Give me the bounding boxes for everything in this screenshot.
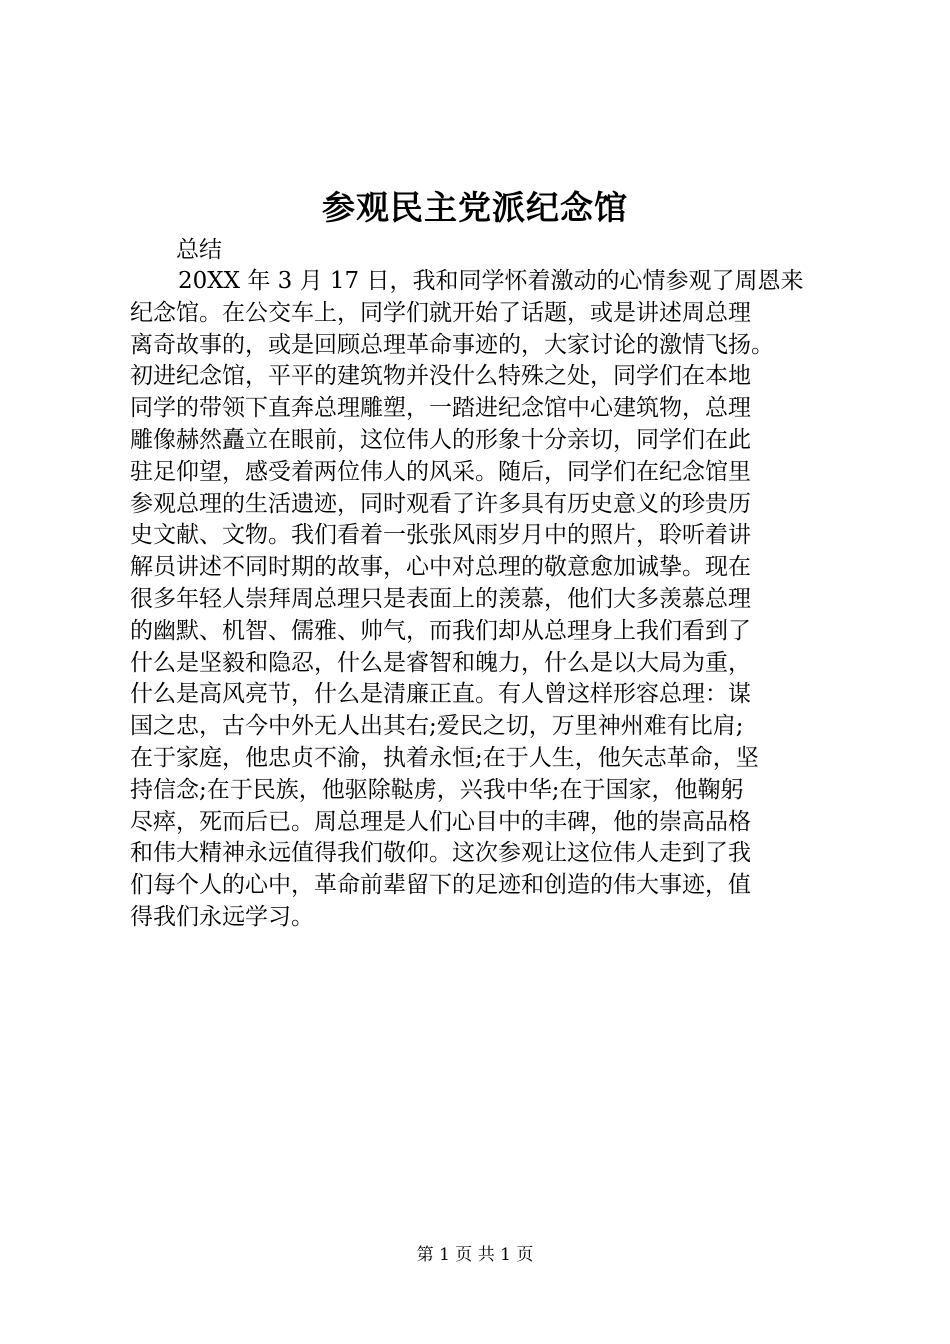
page-footer: 第 1 页 共 1 页 xyxy=(416,1245,534,1265)
body-line: 纪念馆。在公交车上，同学们就开始了话题，或是讲述周总理 xyxy=(130,299,751,326)
body-line: 持信念;在于民族，他驱除鞑虏，兴我中华;在于国家，他鞠躬 xyxy=(130,776,744,803)
body-line: 和伟大精神永远值得我们敬仰。这次参观让这位伟人走到了我 xyxy=(130,840,751,867)
document-title: 参观民主党派纪念馆 xyxy=(322,188,628,227)
body-line: 什么是坚毅和隐忍，什么是睿智和魄力，什么是以大局为重， xyxy=(130,649,751,676)
body-line: 史文献、文物。我们看着一张张风雨岁月中的照片，聆听着讲 xyxy=(130,522,751,549)
body-line: 得我们永远学习。 xyxy=(130,903,314,930)
body-line: 在于家庭，他忠贞不渝，执着永恒;在于人生，他矢志革命，坚 xyxy=(130,744,759,771)
body-line: 们每个人的心中，革命前辈留下的足迹和创造的伟大事迹，值 xyxy=(130,872,751,899)
body-line: 参观总理的生活遗迹，同时观看了许多具有历史意义的珍贵历 xyxy=(130,490,751,517)
body-line: 国之忠，古今中外无人出其右;爱民之切，万里神州难有比肩; xyxy=(130,713,744,740)
body-line: 尽瘁，死而后已。周总理是人们心目中的丰碑，他的崇高品格 xyxy=(130,808,751,835)
body-line: 初进纪念馆，平平的建筑物并没什么特殊之处，同学们在本地 xyxy=(130,363,751,390)
body-line: 离奇故事的，或是回顾总理革命事迹的，大家讨论的激情飞扬。 xyxy=(130,331,774,358)
body-line: 同学的带领下直奔总理雕塑，一踏进纪念馆中心建筑物，总理 xyxy=(130,395,751,422)
body-line: 很多年轻人崇拜周总理只是表面上的羡慕，他们大多羡慕总理 xyxy=(130,585,751,612)
body-line: 雕像赫然矗立在眼前，这位伟人的形象十分亲切，同学们在此 xyxy=(130,426,751,453)
body-line: 驻足仰望，感受着两位伟人的风采。随后，同学们在纪念馆里 xyxy=(130,458,751,485)
document-body xyxy=(130,266,836,934)
document-subheading: 总结 xyxy=(176,237,222,263)
body-line: 什么是高风亮节，什么是清廉正直。有人曾这样形容总理：谋 xyxy=(130,681,751,708)
body-line: 的幽默、机智、儒雅、帅气，而我们却从总理身上我们看到了 xyxy=(130,617,751,644)
body-line: 解员讲述不同时期的故事，心中对总理的敬意愈加诚挚。现在 xyxy=(130,554,751,581)
body-line: 20XX 年 3 月 17 日，我和同学怀着激动的心情参观了周恩来 xyxy=(178,268,804,294)
